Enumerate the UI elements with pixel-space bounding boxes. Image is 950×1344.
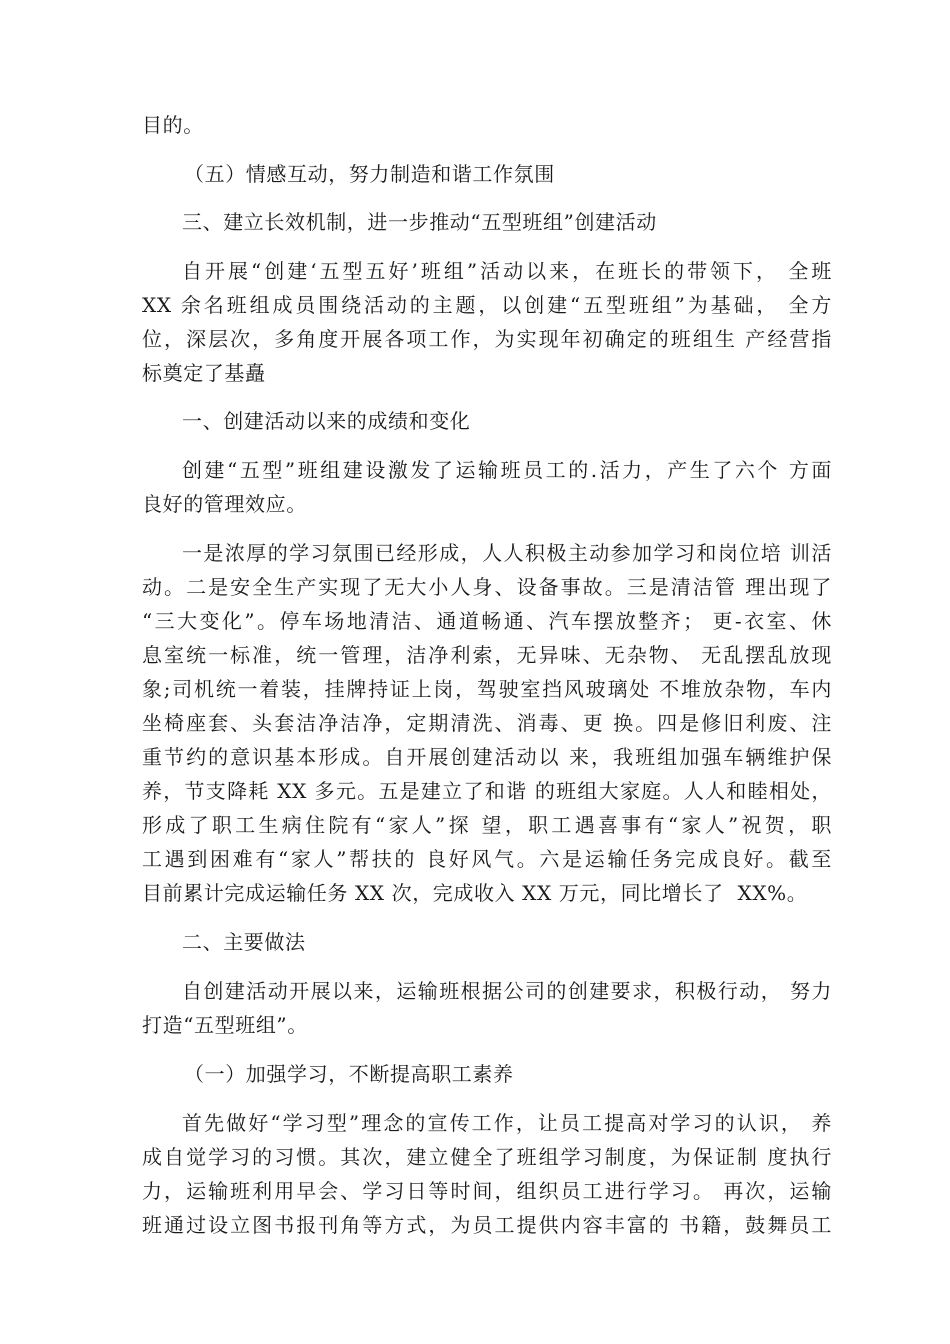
text-line-10: 良好的管理效应。	[142, 492, 307, 516]
text-line-14: 息室统一标准，统一管理，洁净利索，无异味、无杂物、 无乱摆乱放现	[142, 643, 832, 667]
text-line-23: 自创建活动开展以来，运输班根据公司的创建要求，积极行动， 努力	[182, 979, 832, 1003]
text-line-13: “三大变化”。停车场地清洁、通道畅通、汽车摆放整齐； 更-衣室、休	[142, 609, 832, 633]
text-line-3: 三、建立长效机制，进一步推动“五型班组”创建活动	[182, 210, 657, 234]
text-line-18: 养，节支降耗 XX 多元。五是建立了和谐 的班组大家庭。人人和睦相处，	[142, 779, 832, 803]
text-line-4: 自开展“创建‘五型五好’班组”活动以来，在班长的带领下， 全班	[182, 259, 832, 283]
text-line-24: 打造“五型班组”。	[142, 1013, 308, 1037]
text-line-21: 目前累计完成运输任务 XX 次，完成收入 XX 万元，同比增长了 XX%。	[142, 881, 808, 905]
text-line-7: 标奠定了基矗	[142, 361, 266, 385]
text-line-22: 二、主要做法	[182, 930, 306, 954]
text-line-17: 重节约的意识基本形成。自开展创建活动以 来，我班组加强车辆维护保	[142, 745, 832, 769]
text-line-1: 目的。	[142, 113, 204, 137]
text-line-6: 位，深层次，多角度开展各项工作，为实现年初确定的班组生 产经营指	[142, 327, 832, 351]
text-line-12: 动。二是安全生产实现了无大小人身、设备事故。三是清洁管 理出现了	[142, 575, 832, 599]
text-line-9: 创建“五型”班组建设激发了运输班员工的.活力，产生了六个 方面	[182, 458, 832, 482]
text-line-5: XX 余名班组成员围绕活动的主题，以创建“五型班组”为基础， 全方	[142, 293, 832, 317]
text-line-15: 象;司机统一着装，挂牌持证上岗，驾驶室挡风玻璃处 不堆放杂物，车内	[142, 677, 832, 701]
text-line-8: 一、创建活动以来的成绩和变化	[182, 409, 471, 433]
text-line-27: 成自觉学习的习惯。其次，建立健全了班组学习制度，为保证制 度执行	[142, 1145, 832, 1169]
text-line-20: 工遇到困难有“家人”帮扶的 良好风气。六是运输任务完成良好。截至	[142, 847, 832, 871]
text-line-2: （五）情感互动，努力制造和谐工作氛围	[184, 162, 555, 186]
text-line-26: 首先做好“学习型”理念的宣传工作，让员工提高对学习的认识， 养	[182, 1111, 832, 1135]
text-line-16: 坐椅座套、头套洁净洁净，定期清洗、消毒、更 换。四是修旧利废、注	[142, 711, 832, 735]
text-line-19: 形成了职工生病住院有“家人”探 望，职工遇喜事有“家人”祝贺，职	[142, 813, 832, 837]
text-line-25: （一）加强学习，不断提高职工素养	[184, 1062, 514, 1086]
text-line-28: 力，运输班利用早会、学习日等时间，组织员工进行学习。 再次，运输	[142, 1179, 832, 1203]
text-line-11: 一是浓厚的学习氛围已经形成，人人积极主动参加学习和岗位培 训活	[182, 541, 832, 565]
text-line-29: 班通过设立图书报刊角等方式，为员工提供内容丰富的 书籍，鼓舞员工	[142, 1213, 832, 1237]
